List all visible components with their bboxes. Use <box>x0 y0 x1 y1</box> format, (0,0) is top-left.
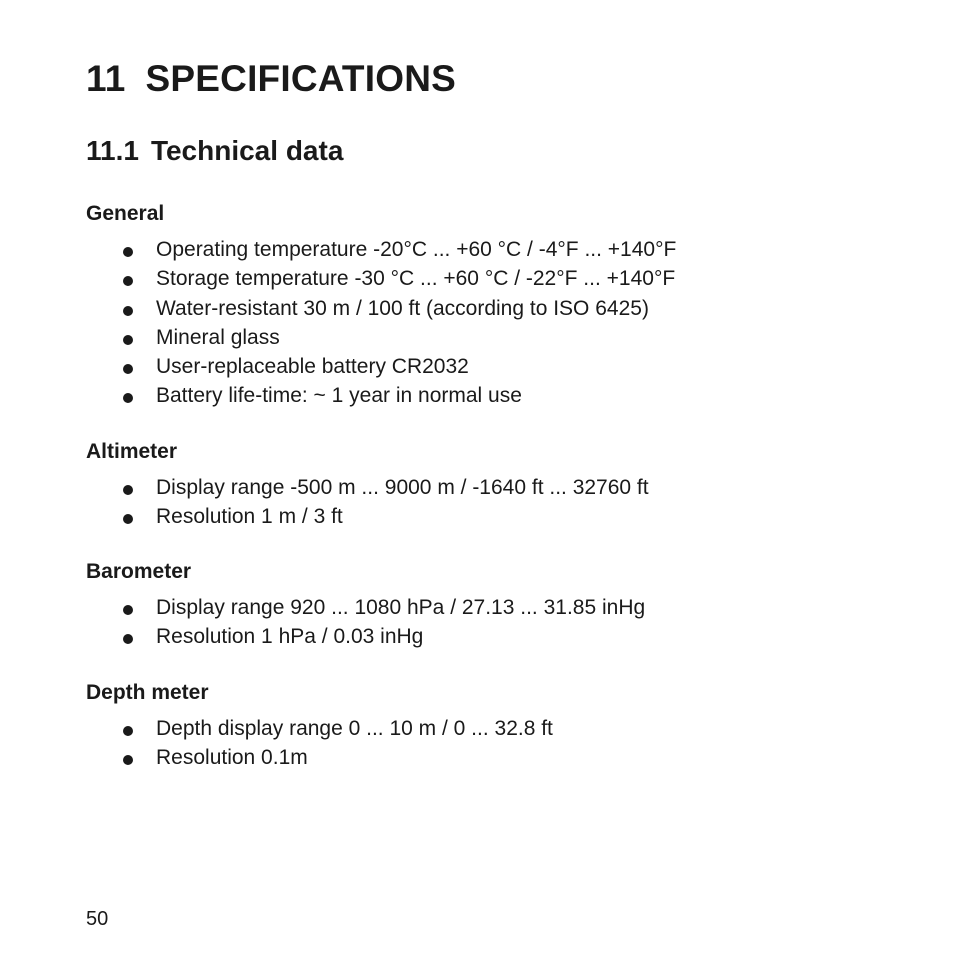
group-heading: General <box>86 202 165 225</box>
bullet-icon <box>123 605 133 615</box>
bullet-icon <box>123 335 133 345</box>
list-item <box>86 714 553 743</box>
chapter-number: 11 <box>86 58 126 99</box>
chapter-title-text: SPECIFICATIONS <box>145 58 456 99</box>
list-item <box>86 502 649 531</box>
group-heading: Barometer <box>86 560 192 583</box>
spec-list <box>86 473 649 532</box>
section-number: 11.1 <box>86 135 139 166</box>
list-item <box>86 294 676 323</box>
list-item <box>86 323 676 352</box>
bullet-icon <box>123 247 133 257</box>
group-heading: Depth meter <box>86 681 209 704</box>
spec-group-altimeter <box>86 439 649 532</box>
list-item <box>86 473 649 502</box>
spec-group-depth-meter <box>86 680 553 773</box>
list-item-text: Display range 920 ... 1080 hPa / 27.13 ... 31.85 inHg <box>156 596 646 619</box>
group-heading: Altimeter <box>86 440 178 463</box>
bullet-icon <box>123 485 133 495</box>
list-item-text: Resolution 0.1m <box>156 746 308 770</box>
list-item <box>86 593 645 622</box>
list-item-text: Depth display range 0 ... 10 m / 0 ... 32.8 ft <box>156 717 553 740</box>
list-item-text: Operating temperature -20°C ... +60 °C / -4°F ... +140°F <box>156 238 677 261</box>
spec-group-general <box>86 201 676 411</box>
bullet-icon <box>123 755 133 765</box>
bullet-icon <box>123 514 133 524</box>
bullet-icon <box>123 306 133 316</box>
list-item-text: User-replaceable battery CR2032 <box>156 355 469 379</box>
list-item <box>86 622 645 651</box>
spec-list <box>86 235 676 411</box>
bullet-icon <box>123 726 133 736</box>
list-item-text: Mineral glass <box>156 325 280 349</box>
bullet-icon <box>123 364 133 374</box>
section-title <box>86 135 343 167</box>
bullet-icon <box>123 634 133 644</box>
list-item <box>86 264 676 293</box>
bullet-icon <box>123 276 133 286</box>
list-item-text: Water-resistant 30 m / 100 ft (according to ISO 6425) <box>156 296 649 320</box>
section-title-text: Technical data <box>150 135 344 166</box>
list-item-text: Display range -500 m ... 9000 m / -1640 ft ... 32760 ft <box>156 476 649 499</box>
spec-group-barometer <box>86 559 645 652</box>
list-item <box>86 743 553 772</box>
list-item-text: Storage temperature -30 °C ... +60 °C / -22°F ... +140°F <box>156 267 676 291</box>
spec-list <box>86 593 645 652</box>
list-item-text: Battery life-time: ~ 1 year in normal use <box>156 384 522 408</box>
list-item-text: Resolution 1 hPa / 0.03 inHg <box>156 625 424 649</box>
spec-list <box>86 714 553 773</box>
bullet-icon <box>123 393 133 403</box>
list-item <box>86 381 676 410</box>
list-item-text: Resolution 1 m / 3 ft <box>156 505 343 529</box>
list-item <box>86 352 676 381</box>
chapter-title <box>86 58 456 100</box>
page-number: 50 <box>86 908 109 930</box>
list-item <box>86 235 676 264</box>
